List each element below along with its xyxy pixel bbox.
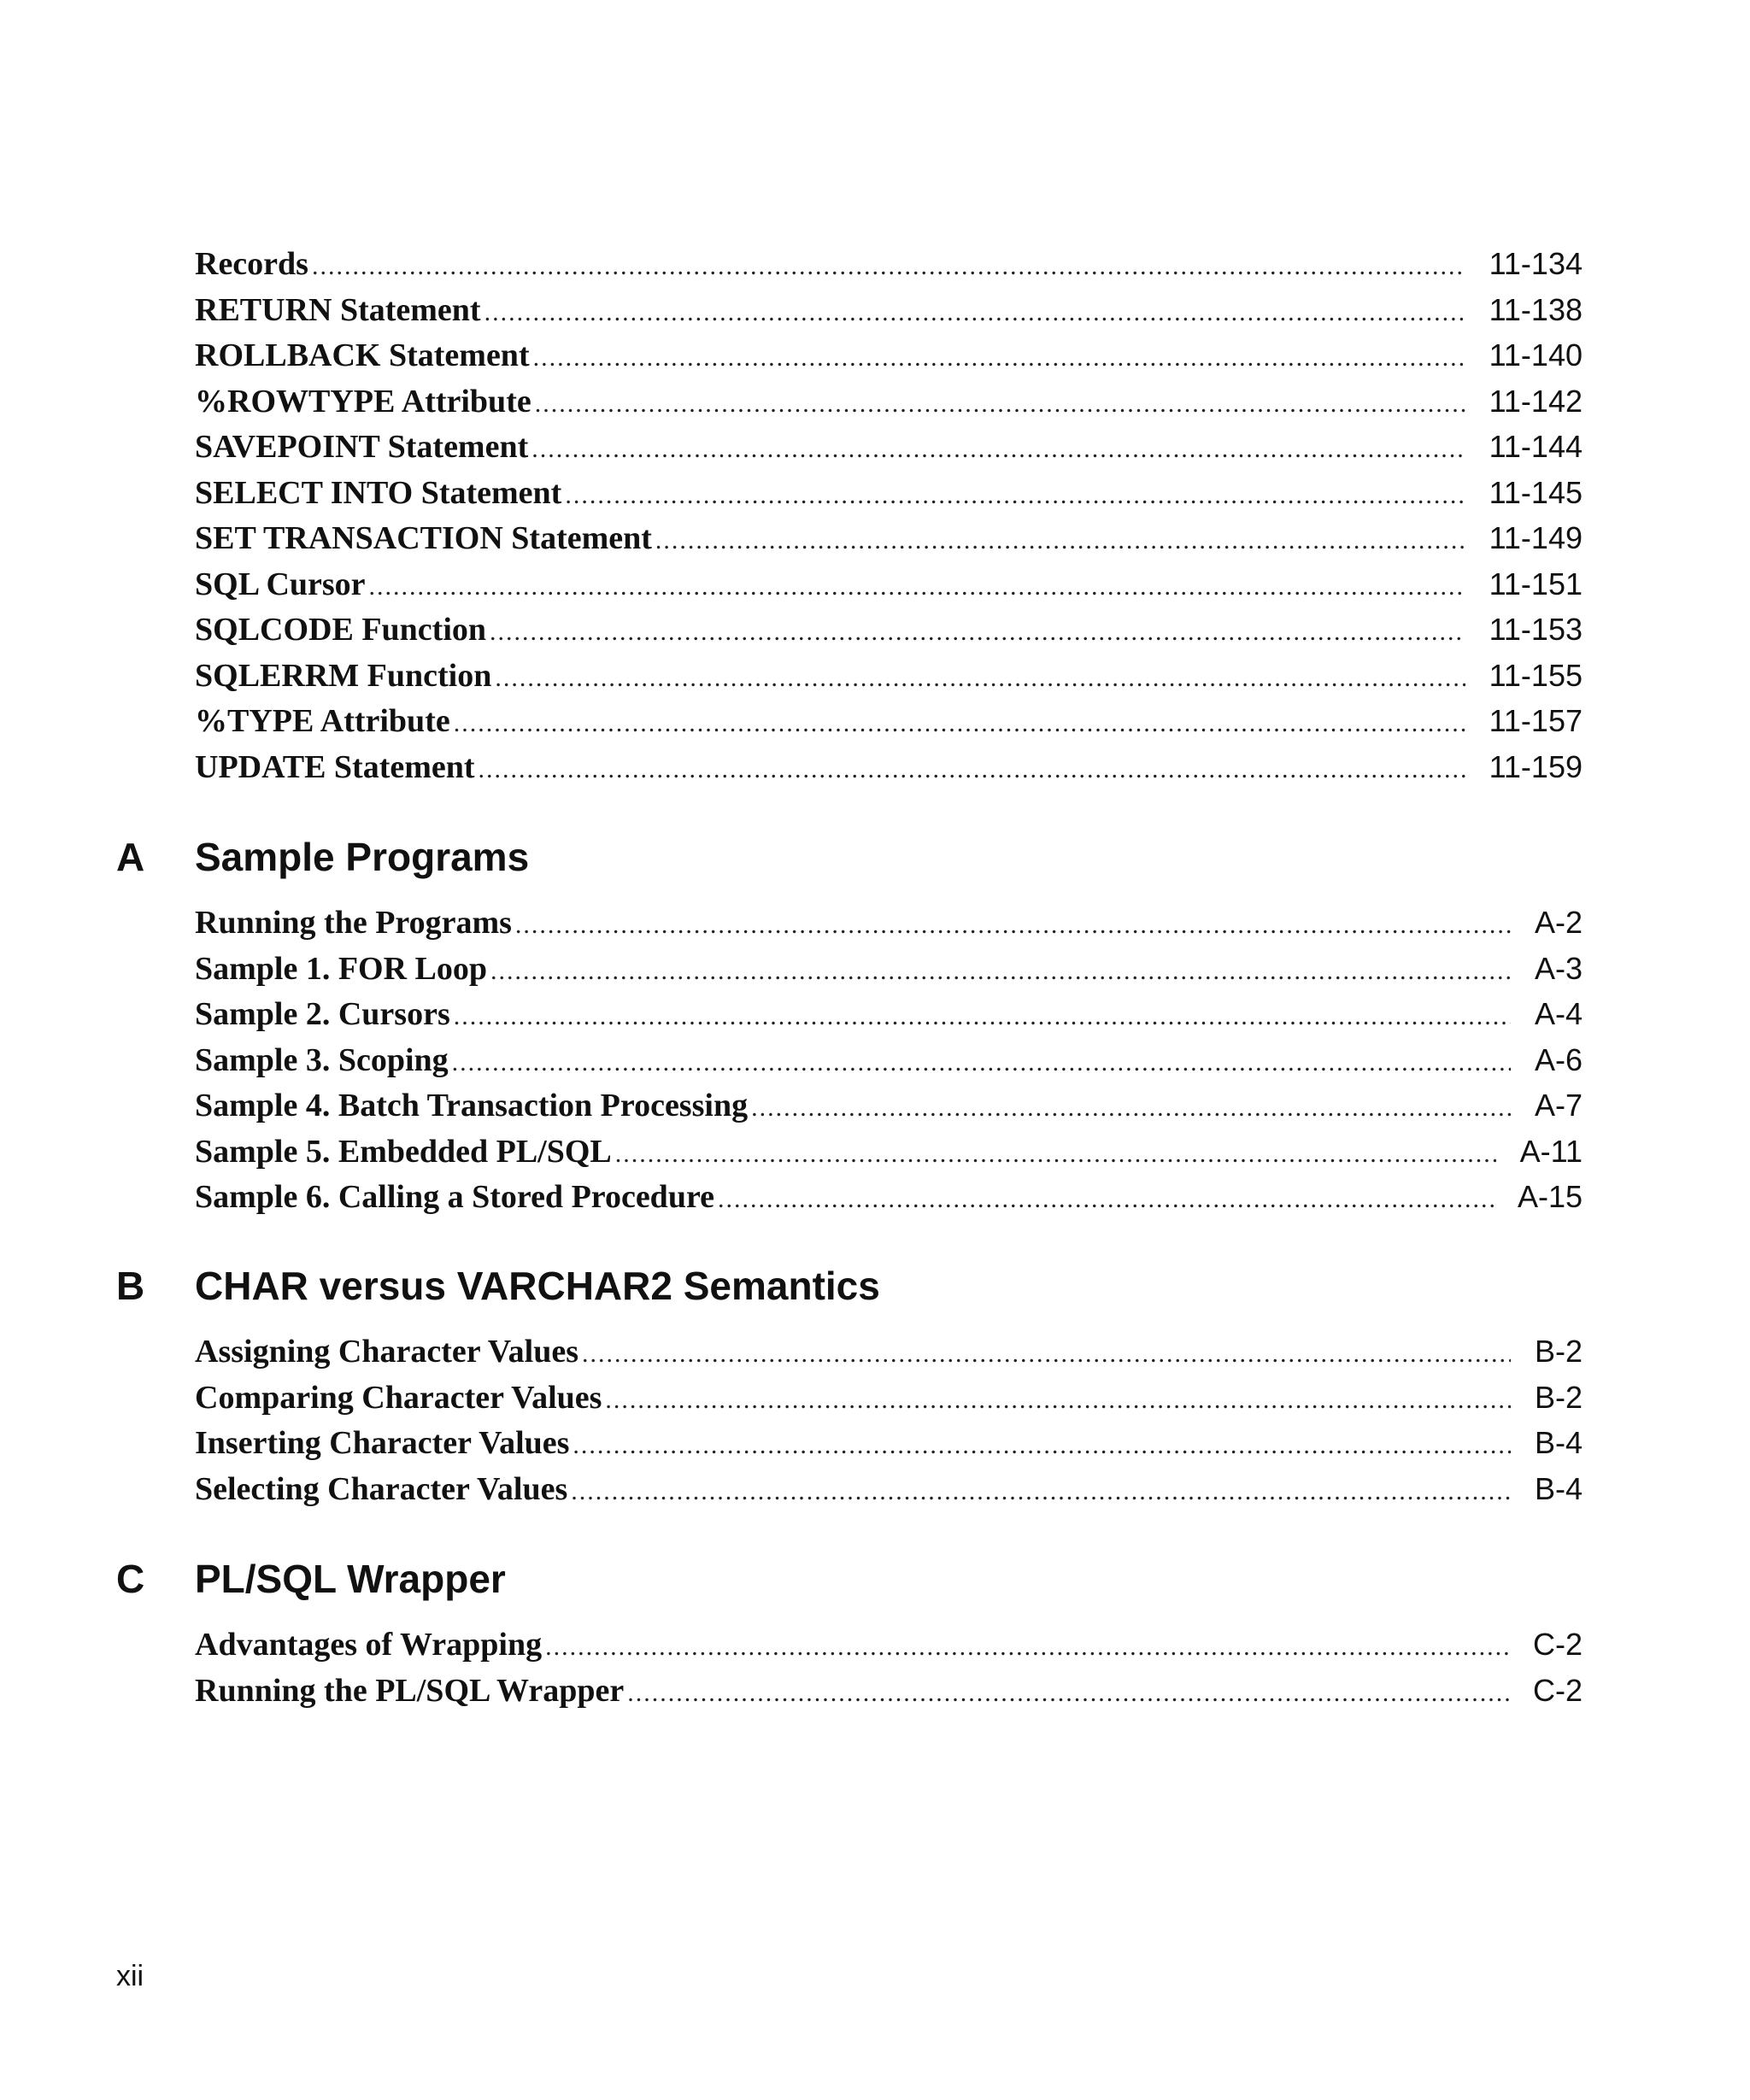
toc-entry-page: 11-155 <box>1489 657 1583 693</box>
toc-entry-label: Running the PL/SQL Wrapper <box>195 1672 625 1709</box>
toc-entry[interactable] <box>195 1129 1583 1175</box>
appendix-letter: C <box>116 1557 145 1601</box>
toc-entry-page: B-4 <box>1534 1470 1583 1506</box>
toc-entry-page: 11-151 <box>1489 566 1583 601</box>
toc-entry[interactable] <box>195 332 1583 378</box>
dot-leader <box>718 1176 1494 1223</box>
toc-entry-label: Comparing Character Values <box>195 1379 602 1416</box>
toc-entry-page: A-2 <box>1534 905 1583 940</box>
dot-leader <box>479 747 1465 793</box>
toc-entry[interactable] <box>195 1420 1583 1466</box>
toc-entry[interactable] <box>195 1466 1583 1512</box>
dot-leader <box>490 948 1511 994</box>
toc-entry-label: Running the Programs <box>195 905 512 941</box>
toc-entry[interactable] <box>195 561 1583 607</box>
dot-leader <box>484 290 1465 336</box>
dot-leader <box>515 902 1511 948</box>
toc-chapter-11-continued <box>195 241 1583 789</box>
dot-leader <box>454 994 1511 1040</box>
appendix-a-entries <box>195 900 1583 1220</box>
toc-entry-page: B-2 <box>1534 1334 1583 1369</box>
dot-leader <box>533 335 1465 381</box>
toc-entry-page: 11-140 <box>1489 337 1583 372</box>
toc-entry-label: Sample 2. Cursors <box>195 996 450 1032</box>
appendix-title: PL/SQL Wrapper <box>195 1557 506 1601</box>
toc-entry[interactable] <box>195 470 1583 516</box>
footer-page-number: xii <box>116 1960 144 1992</box>
toc-entry-page: A-3 <box>1534 950 1583 986</box>
dot-leader <box>582 1331 1511 1377</box>
toc-entry[interactable] <box>195 241 1583 287</box>
toc-entry[interactable] <box>195 946 1583 992</box>
toc-entry-label: Inserting Character Values <box>195 1425 570 1461</box>
toc-entry-label: Records <box>195 246 308 282</box>
toc-entry-label: Sample 5. Embedded PL/SQL <box>195 1133 612 1170</box>
appendix-title: Sample Programs <box>195 835 530 879</box>
toc-entry[interactable] <box>195 698 1583 744</box>
appendix-c-entries <box>195 1622 1583 1713</box>
toc-entry-page: 11-134 <box>1489 246 1583 281</box>
appendix-heading-c[interactable] <box>116 1556 1583 1602</box>
toc-entry-label: SELECT INTO Statement <box>195 474 562 511</box>
toc-entry-page: C-2 <box>1532 1627 1583 1662</box>
appendix-letter: B <box>116 1264 145 1308</box>
toc-entry[interactable] <box>195 287 1583 333</box>
toc-entry-page: 11-157 <box>1489 703 1583 738</box>
dot-leader <box>545 1624 1509 1670</box>
toc-entry[interactable] <box>195 1668 1583 1714</box>
toc-entry[interactable] <box>195 1375 1583 1421</box>
toc-entry-label: ROLLBACK Statement <box>195 337 530 373</box>
appendix-title: CHAR versus VARCHAR2 Semantics <box>195 1264 880 1308</box>
toc-entry-page: A-11 <box>1519 1133 1583 1169</box>
dot-leader <box>369 564 1465 610</box>
toc-entry-page: 11-153 <box>1489 612 1583 647</box>
toc-entry-label: SAVEPOINT Statement <box>195 429 529 465</box>
toc-entry[interactable] <box>195 607 1583 653</box>
toc-entry-label: UPDATE Statement <box>195 748 475 785</box>
toc-entry[interactable] <box>195 424 1583 470</box>
toc-entry[interactable] <box>195 1037 1583 1083</box>
appendix-letter: A <box>116 835 145 879</box>
dot-leader <box>655 518 1465 564</box>
toc-entry[interactable] <box>195 515 1583 561</box>
dot-leader <box>535 381 1465 427</box>
toc-entry-page: B-2 <box>1534 1379 1583 1415</box>
dot-leader <box>531 426 1465 472</box>
dot-leader <box>605 1377 1511 1423</box>
toc-entry-label: Sample 6. Calling a Stored Procedure <box>195 1179 714 1215</box>
toc-entry-label: Sample 4. Batch Transaction Processing <box>195 1088 749 1123</box>
toc-entry[interactable] <box>195 653 1583 699</box>
dot-leader <box>495 655 1465 701</box>
toc-entry-label: Sample 1. FOR Loop <box>195 950 488 987</box>
toc-entry[interactable] <box>195 1174 1583 1220</box>
toc-entry-label: Selecting Character Values <box>195 1470 568 1507</box>
dot-leader <box>627 1670 1509 1716</box>
toc-entry-label: SQLERRM Function <box>195 657 492 694</box>
toc-entry[interactable] <box>195 1622 1583 1668</box>
toc-entry-page: 11-145 <box>1489 474 1583 510</box>
toc-entry-page: 11-144 <box>1489 429 1583 464</box>
toc-entry-label: Sample 3. Scoping <box>195 1041 449 1078</box>
dot-leader <box>565 472 1465 519</box>
toc-entry-label: Advantages of Wrapping <box>195 1627 543 1663</box>
toc-entry-page: 11-159 <box>1489 748 1583 784</box>
dot-leader <box>573 1422 1511 1469</box>
dot-leader <box>615 1131 1496 1177</box>
toc-entry-label: SET TRANSACTION Statement <box>195 520 652 556</box>
dot-leader <box>571 1469 1511 1515</box>
toc-entry-label: RETURN Statement <box>195 291 481 328</box>
toc-entry-page: 11-142 <box>1489 383 1583 419</box>
appendix-b-entries <box>195 1329 1583 1511</box>
toc-entry[interactable] <box>195 744 1583 790</box>
toc-entry-page: 11-149 <box>1489 520 1583 555</box>
toc-entry-page: A-6 <box>1534 1041 1583 1077</box>
dot-leader <box>454 701 1465 747</box>
toc-entry-page: A-15 <box>1517 1179 1583 1214</box>
toc-entry[interactable] <box>195 1082 1583 1129</box>
toc-entry[interactable] <box>195 991 1583 1037</box>
toc-entry[interactable] <box>195 378 1583 425</box>
appendix-heading-b[interactable] <box>116 1263 1583 1309</box>
toc-entry-page: B-4 <box>1534 1425 1583 1460</box>
appendix-heading-a[interactable] <box>116 834 1583 880</box>
toc-entry-label: Assigning Character Values <box>195 1334 579 1370</box>
toc-entry-label: SQLCODE Function <box>195 612 487 648</box>
toc-entry-page: 11-138 <box>1489 291 1583 327</box>
toc-entry-page: A-4 <box>1534 996 1583 1031</box>
dot-leader <box>490 609 1465 655</box>
toc-entry[interactable] <box>195 900 1583 946</box>
toc-entry-label: %TYPE Attribute <box>195 703 450 739</box>
toc-entry[interactable] <box>195 1329 1583 1375</box>
dot-leader <box>751 1085 1511 1131</box>
toc-entry-page: A-7 <box>1534 1088 1583 1123</box>
dot-leader <box>312 243 1465 290</box>
toc-entry-label: SQL Cursor <box>195 566 366 602</box>
toc-entry-label: %ROWTYPE Attribute <box>195 383 531 419</box>
dot-leader <box>452 1040 1511 1086</box>
toc-entry-page: C-2 <box>1532 1672 1583 1708</box>
